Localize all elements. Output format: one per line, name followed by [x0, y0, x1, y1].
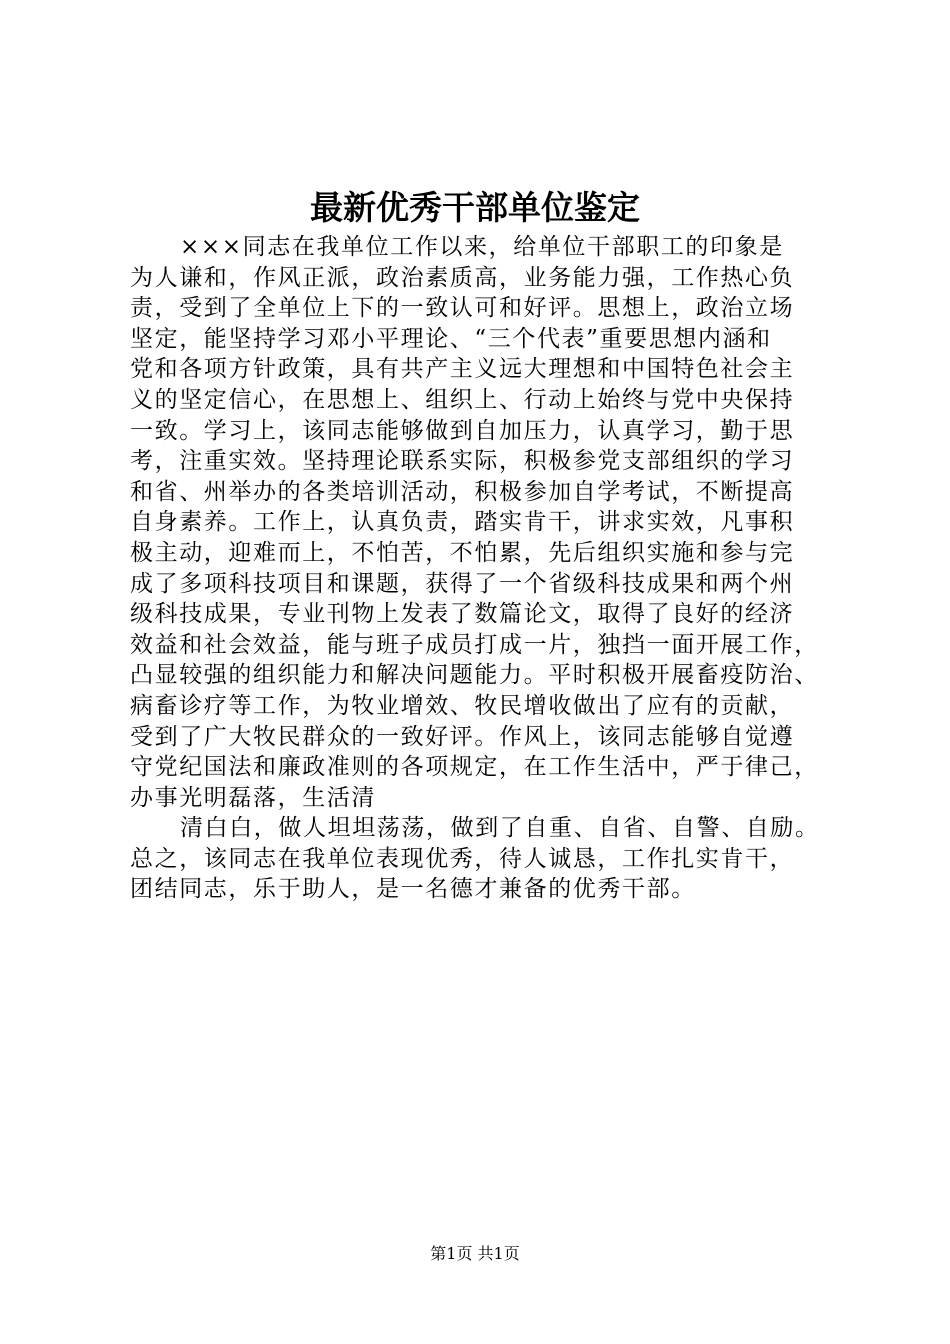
paragraph-line: 党和各项方针政策，具有共产主义远大理想和中国特色社会主 — [130, 356, 795, 383]
paragraph-line: 和省、州举办的各类培训活动，积极参加自学考试，不断提高 — [130, 478, 795, 505]
paragraph-line: 级科技成果，专业刊物上发表了数篇论文，取得了良好的经济 — [130, 601, 795, 628]
paragraph-line: 团结同志，乐于助人，是一名德才兼备的优秀干部。 — [130, 876, 696, 903]
paragraph-line: 总之，该同志在我单位表现优秀，待人诚恳，工作扎实肯干， — [130, 845, 795, 872]
paragraph-line: 清白白，做人坦坦荡荡，做到了自重、自省、自警、自励。 — [180, 815, 820, 842]
paragraph-line: 守党纪国法和廉政准则的各项规定，在工作生活中，严于律己， — [130, 754, 819, 781]
paragraph-line: 受到了广大牧民群众的一致好评。作风上，该同志能够自觉遵 — [130, 723, 795, 750]
paragraph-line: 坚定，能坚持学习邓小平理论、“三个代表”重要思想内涵和 — [130, 325, 772, 352]
paragraph-line: 极主动，迎难而上，不怕苦，不怕累，先后组织实施和参与完 — [130, 539, 795, 566]
paragraph-line: ×××同志在我单位工作以来，给单位干部职工的印象是 — [180, 234, 784, 260]
paragraph-line: 成了多项科技项目和课题，获得了一个省级科技成果和两个州 — [130, 570, 795, 597]
paragraph-line: 办事光明磊落，生活清 — [130, 784, 376, 811]
paragraph-line: 为人谦和，作风正派，政治素质高，业务能力强，工作热心负 — [130, 264, 795, 291]
document-body — [130, 232, 830, 905]
document-title: 最新优秀干部单位鉴定 — [310, 188, 640, 227]
page-number-footer: 第1页 共1页 — [430, 1244, 520, 1263]
paragraph-line: 一致。学习上，该同志能够做到自加压力，认真学习，勤于思 — [130, 417, 795, 444]
paragraph-line: 病畜诊疗等工作，为牧业增效、牧民增收做出了应有的贡献， — [130, 692, 795, 719]
paragraph-line: 义的坚定信心，在思想上、组织上、行动上始终与党中央保持 — [130, 386, 795, 413]
paragraph-line: 考，注重实效。坚持理论联系实际，积极参党支部组织的学习 — [130, 448, 795, 475]
paragraph-line: 效益和社会效益，能与班子成员打成一片，独挡一面开展工作， — [130, 631, 819, 658]
paragraph-line: 责，受到了全单位上下的一致认可和好评。思想上，政治立场 — [130, 295, 795, 322]
paragraph-line: 凸显较强的组织能力和解决问题能力。平时积极开展畜疫防治、 — [130, 662, 819, 689]
paragraph-line: 自身素养。工作上，认真负责，踏实肯干，讲求实效，凡事积 — [130, 509, 795, 536]
